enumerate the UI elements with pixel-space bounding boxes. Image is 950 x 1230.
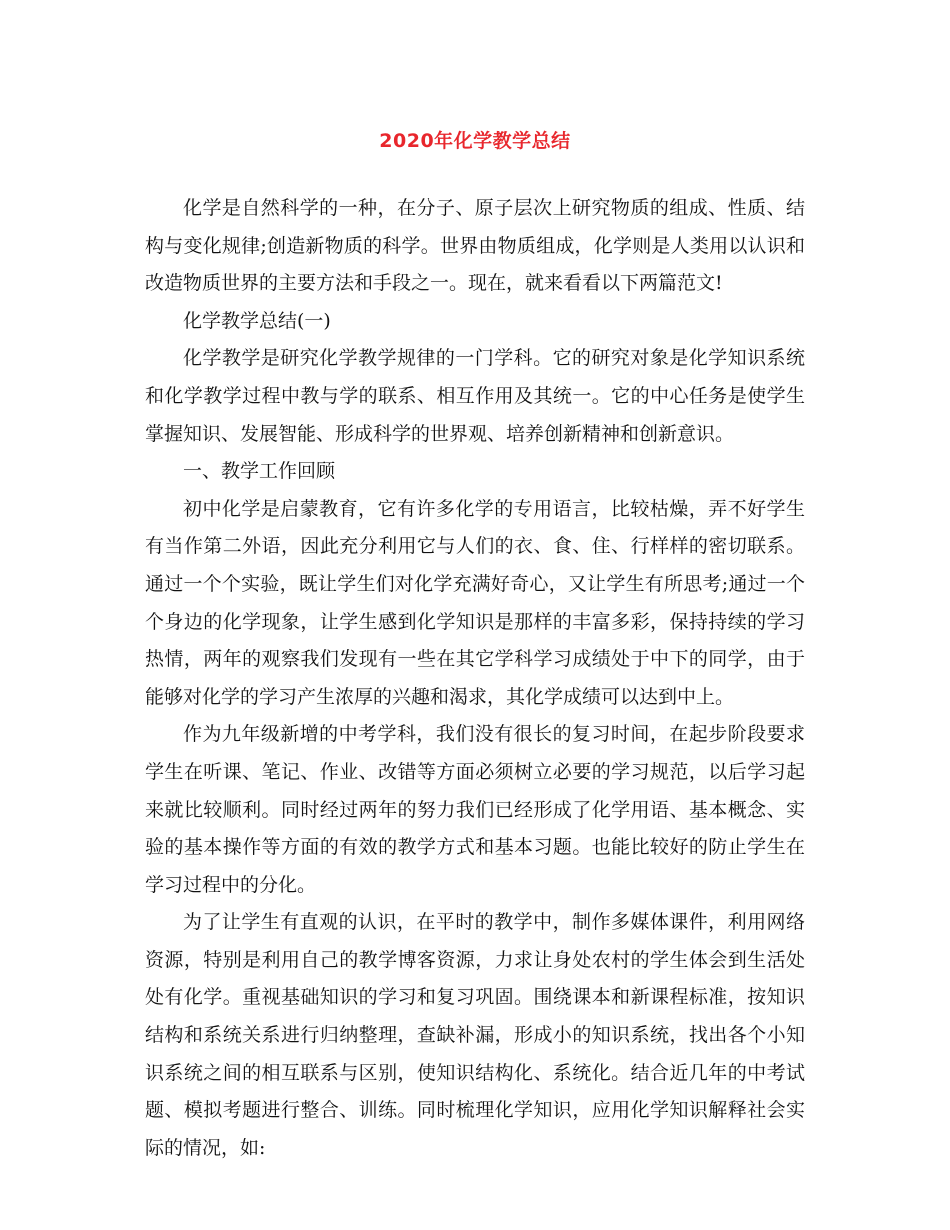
paragraph-review-3: 为了让学生有直观的认识，在平时的教学中，制作多媒体课件，利用网络资源，特别是利用自己的教学博客资源，力求让身处农村的学生体会到生活处处有化学。重视基础知识的学习和复习巩固。围绕课本和新课程标准，按知识结构和系统关系进行归纳整理，查缺补漏，形成小的知识系统，找出各个小知识系统之间的相互联系与区别，使知识结构化、系统化。结合近几年的中考试题、模拟考题进行整合、训练。同时梳理化学知识，应用化学知识解释社会实际的情况，如: — [145, 911, 805, 1159]
section-heading-summary-one: 化学教学总结(一) — [183, 309, 331, 332]
paragraph-review-2: 作为九年级新增的中考学科，我们没有很长的复习时间，在起步阶段要求学生在听课、笔记、作业、改错等方面必须树立必要的学习规范，以后学习起来就比较顺利。同时经过两年的努力我们已经形成了化学用语、基本概念、实验的基本操作等方面的有效的教学方式和基本习题。也能比较好的防止学生在学习过程中的分化。 — [145, 723, 805, 896]
document-body — [145, 190, 805, 1167]
paragraph-intro: 化学是自然科学的一种，在分子、原子层次上研究物质的组成、性质、结构与变化规律;创造新物质的科学。世界由物质组成，化学则是人类用以认识和改造物质世界的主要方法和手段之一。现在，就来看看以下两篇范文! — [145, 197, 805, 295]
document-title: 2020年化学教学总结 — [379, 130, 571, 152]
section-heading-review: 一、教学工作回顾 — [183, 460, 336, 483]
paragraph-review-1: 初中化学是启蒙教育，它有许多化学的专用语言，比较枯燥，弄不好学生有当作第二外语，因此充分利用它与人们的衣、食、住、行样样的密切联系。通过一个个实验，既让学生们对化学充满好奇心，又让学生有所思考;通过一个个身边的化学现象，让学生感到化学知识是那样的丰富多彩，保持持续的学习热情，两年的观察我们发现有一些在其它学科学习成绩处于中下的同学，由于能够对化学的学习产生浓厚的兴趣和渴求，其化学成绩可以达到中上。 — [145, 497, 805, 708]
paragraph-definition: 化学教学是研究化学教学规律的一门学科。它的研究对象是化学知识系统和化学教学过程中教与学的联系、相互作用及其统一。它的中心任务是使学生掌握知识、发展智能、形成科学的世界观、培养创新精神和创新意识。 — [145, 347, 805, 445]
